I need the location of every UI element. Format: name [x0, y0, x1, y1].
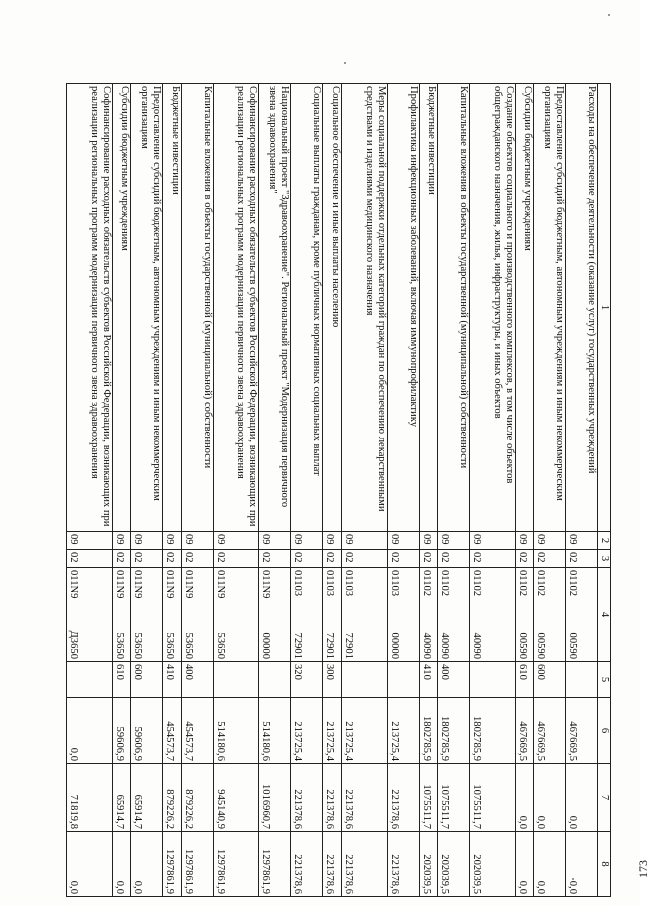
column-number-6: 6 [598, 698, 611, 764]
row-name: Субсидии бюджетным учреждениям [515, 84, 533, 532]
target-article-code [259, 568, 291, 662]
expense-type-code: 610 [515, 662, 533, 698]
direction-code: 00590 [534, 632, 546, 659]
column-number-3: 3 [598, 550, 611, 568]
amount-col-8: 221378,6 [341, 832, 387, 897]
program-code: 01102 [566, 570, 578, 597]
section-code: 09 [533, 532, 565, 550]
direction-code: 40090 [470, 632, 482, 659]
amount-col-8: 0,0 [565, 832, 597, 897]
direction-code: 40090 [438, 632, 450, 659]
section-code: 09 [469, 532, 515, 550]
amount-col-6: 213725,4 [387, 698, 419, 764]
amount-col-7: 1016960,7 [259, 764, 291, 832]
section-code: 09 [515, 532, 533, 550]
amount-col-6: 1802785,9 [469, 698, 515, 764]
amount-col-6: 514180,6 [213, 698, 259, 764]
target-article-code [515, 568, 533, 662]
amount-col-7: 0,0 [565, 764, 597, 832]
amount-col-7: 1075511,7 [437, 764, 469, 832]
section-code: 09 [259, 532, 291, 550]
section-code: 09 [213, 532, 259, 550]
amount-col-6: 467669,5 [515, 698, 533, 764]
row-name: Расходы на обеспечение деятельности (оказание услуг) государственных учреждений [565, 84, 597, 532]
row-name: Софинансирование расходных обязательств субъектов Российской Федерации, возникающих при реализации региональных программ модернизации первичного звена здравоохранения [67, 84, 113, 532]
subsection-code: 02 [163, 550, 181, 568]
subsection-code: 02 [419, 550, 437, 568]
amount-col-8: 202039,5 [469, 832, 515, 897]
direction-code: 72901 [292, 632, 304, 659]
section-code: 09 [67, 532, 113, 550]
direction-code: 53650 [164, 632, 176, 659]
budget-table [66, 83, 611, 897]
subsection-code: 02 [291, 550, 323, 568]
program-code: 011N9 [68, 570, 79, 599]
expense-type-code [341, 662, 387, 698]
amount-col-7: 65914,7 [112, 764, 130, 832]
table-row [112, 84, 130, 897]
amount-col-7: 945140,9 [213, 764, 259, 832]
amount-col-6: 213725,4 [323, 698, 341, 764]
program-code: 011N9 [113, 570, 125, 599]
row-name: Бюджетные инвестиции [163, 84, 181, 532]
subsection-code: 02 [67, 550, 113, 568]
table-row [259, 84, 291, 897]
target-article-code [419, 568, 437, 662]
amount-col-8: 221378,6 [323, 832, 341, 897]
amount-col-7: 221378,6 [341, 764, 387, 832]
program-code: 011N9 [164, 570, 176, 599]
amount-col-8: 0,0 [112, 832, 130, 897]
subsection-code: 02 [341, 550, 387, 568]
program-code: 01103 [388, 570, 400, 597]
expense-type-code: 610 [112, 662, 130, 698]
amount-col-6: 59606,9 [131, 698, 163, 764]
target-article-code [112, 568, 130, 662]
subsection-code: 02 [515, 550, 533, 568]
row-name: Капитальные вложения в объекты государственной (муниципальной) собственности [437, 84, 469, 532]
direction-code: 72901 [324, 632, 336, 659]
table-row [131, 84, 163, 897]
expense-type-code: 400 [437, 662, 469, 698]
expense-type-code [67, 662, 113, 698]
column-number-row [598, 84, 611, 897]
target-article-code [323, 568, 341, 662]
expense-type-code [259, 662, 291, 698]
section-code: 09 [112, 532, 130, 550]
subsection-code: 02 [437, 550, 469, 568]
row-name: Капитальные вложения в объекты государственной (муниципальной) собственности [181, 84, 213, 532]
subsection-code: 02 [323, 550, 341, 568]
row-name: Меры социальной поддержки отдельных категорий граждан по обеспечению лекарственными средствами и изделиями медицинского назначения [341, 84, 387, 532]
section-code: 09 [181, 532, 213, 550]
amount-col-6: 0,0 [67, 698, 113, 764]
direction-code: 53650 [113, 632, 125, 659]
target-article-code [533, 568, 565, 662]
target-article-code [163, 568, 181, 662]
expense-type-code: 400 [181, 662, 213, 698]
amount-col-7: 65914,7 [131, 764, 163, 832]
table-row [437, 84, 469, 897]
row-name: Предоставление субсидий бюджетным, автономным учреждениям и иным некоммерческим организациям [533, 84, 565, 532]
row-name: Софинансирование расходных обязательств субъектов Российской Федерации, возникающих при реализации региональных программ модернизации первичного звена здравоохранения [213, 84, 259, 532]
subsection-code: 02 [213, 550, 259, 568]
amount-col-6: 467669,5 [565, 698, 597, 764]
amount-col-7: 221378,6 [323, 764, 341, 832]
expense-type-code: 600 [533, 662, 565, 698]
subsection-code: 02 [533, 550, 565, 568]
amount-col-8: 1297861,9 [259, 832, 291, 897]
expense-type-code: 410 [419, 662, 437, 698]
target-article-code [67, 568, 113, 662]
amount-col-7: 221378,6 [387, 764, 419, 832]
subsection-code: 02 [469, 550, 515, 568]
program-code: 01102 [438, 570, 450, 597]
amount-col-8: 1297861,9 [163, 832, 181, 897]
amount-col-8: 0,0 [533, 832, 565, 897]
amount-col-7: 221378,6 [291, 764, 323, 832]
target-article-code [341, 568, 387, 662]
column-number-1: 1 [598, 84, 611, 532]
row-name: Субсидии бюджетным учреждениям [112, 84, 130, 532]
table-row [565, 84, 597, 897]
subsection-code: 02 [131, 550, 163, 568]
table-row [67, 84, 113, 897]
amount-col-6: 1802785,9 [419, 698, 437, 764]
program-code: 01103 [342, 570, 354, 597]
amount-col-6: 454573,7 [163, 698, 181, 764]
amount-col-7: 1075511,7 [419, 764, 437, 832]
scan-speck [344, 62, 346, 64]
expense-type-code [469, 662, 515, 698]
section-code: 09 [323, 532, 341, 550]
amount-col-8: 202039,5 [419, 832, 437, 897]
direction-code: 53650 [182, 632, 194, 659]
column-number-5: 5 [598, 662, 611, 698]
program-code: 01102 [534, 570, 546, 597]
column-number-2: 2 [598, 532, 611, 550]
subsection-code: 02 [112, 550, 130, 568]
table-row [469, 84, 515, 897]
target-article-code [291, 568, 323, 662]
row-name: Предоставление субсидий бюджетным, автономным учреждениям и иным некоммерческим организациям [131, 84, 163, 532]
row-name: Социальные выплаты гражданам, кроме публичных нормативных социальных выплат [291, 84, 323, 532]
direction-code: 72901 [342, 632, 354, 659]
expense-type-code [213, 662, 259, 698]
direction-code: 00000 [388, 632, 400, 659]
table-body [67, 84, 598, 897]
program-code: 011N9 [182, 570, 194, 599]
section-code: 09 [565, 532, 597, 550]
amount-col-8: 202039,5 [437, 832, 469, 897]
target-article-code [565, 568, 597, 662]
amount-col-8: 1297861,9 [181, 832, 213, 897]
section-code: 09 [437, 532, 469, 550]
program-code: 01103 [292, 570, 304, 597]
subsection-code: 02 [387, 550, 419, 568]
amount-col-7: 879226,2 [181, 764, 213, 832]
amount-col-8: 1297861,9 [213, 832, 259, 897]
program-code: 01103 [324, 570, 336, 597]
table-row [163, 84, 181, 897]
target-article-code [131, 568, 163, 662]
amount-col-7: 71819,8 [67, 764, 113, 832]
amount-col-7: 0,0 [533, 764, 565, 832]
expense-type-code: 410 [163, 662, 181, 698]
direction-code: 00000 [260, 632, 272, 659]
row-name: Профилактика инфекционных заболеваний, включая иммунопрофилактику [387, 84, 419, 532]
table-row [533, 84, 565, 897]
section-code: 09 [419, 532, 437, 550]
target-article-code [213, 568, 259, 662]
direction-code: 00590 [516, 632, 528, 659]
amount-col-8: 221378,6 [387, 832, 419, 897]
row-name: Социальное обеспечение и иные выплаты населению [323, 84, 341, 532]
amount-col-6: 59606,9 [112, 698, 130, 764]
amount-col-8: 221378,6 [291, 832, 323, 897]
row-name: Создание объектов социального и производственного комплексов, в том числе объектов общегражданского назначения, жилья, инфраструктуры, и иных объектов [469, 84, 515, 532]
target-article-code [387, 568, 419, 662]
program-code: 011N9 [132, 570, 144, 599]
section-code: 09 [163, 532, 181, 550]
subsection-code: 02 [259, 550, 291, 568]
amount-col-6: 514180,6 [259, 698, 291, 764]
amount-col-6: 213725,4 [291, 698, 323, 764]
section-code: 09 [291, 532, 323, 550]
page-number: 173 [636, 860, 650, 878]
program-code: 011N9 [260, 570, 272, 599]
table-row [323, 84, 341, 897]
program-code: 01102 [516, 570, 528, 597]
section-code: 09 [341, 532, 387, 550]
program-code: 01102 [470, 570, 482, 597]
table-row [291, 84, 323, 897]
program-code: 011N9 [214, 570, 226, 599]
direction-code: 53650 [132, 632, 144, 659]
expense-type-code [387, 662, 419, 698]
table-row [419, 84, 437, 897]
amount-col-6: 467669,5 [533, 698, 565, 764]
amount-col-8: 0,0 [515, 832, 533, 897]
amount-col-6: 1802785,9 [437, 698, 469, 764]
table-row [213, 84, 259, 897]
amount-col-7: 1075511,7 [469, 764, 515, 832]
table-row [515, 84, 533, 897]
direction-code: 00590 [566, 632, 578, 659]
row-name: Национальный проект "Здравоохранение". Региональный проект "Модернизация первичного звена здравоохранения" [259, 84, 291, 532]
subsection-code: 02 [565, 550, 597, 568]
table-row [341, 84, 387, 897]
expense-type-code: 300 [323, 662, 341, 698]
amount-col-7: 0,0 [515, 764, 533, 832]
section-code: 09 [131, 532, 163, 550]
target-article-code [181, 568, 213, 662]
table-row [387, 84, 419, 897]
rotated-budget-table [66, 83, 650, 896]
direction-code: Д3650 [68, 630, 79, 659]
column-number-8: 8 [598, 832, 611, 897]
amount-col-8: 0,0 [67, 832, 113, 897]
table-row [181, 84, 213, 897]
amount-col-6: 213725,4 [341, 698, 387, 764]
row-name: Бюджетные инвестиции [419, 84, 437, 532]
subsection-code: 02 [181, 550, 213, 568]
column-number-4: 4 [598, 568, 611, 662]
target-article-code [437, 568, 469, 662]
amount-col-7: 879226,2 [163, 764, 181, 832]
amount-col-6: 454573,7 [181, 698, 213, 764]
expense-type-code: 320 [291, 662, 323, 698]
direction-code: 40090 [420, 632, 432, 659]
scan-speck [608, 14, 610, 16]
direction-code: 53650 [214, 632, 226, 659]
expense-type-code [565, 662, 597, 698]
section-code: 09 [387, 532, 419, 550]
column-number-7: 7 [598, 764, 611, 832]
amount-col-8: 0,0 [131, 832, 163, 897]
program-code: 01102 [420, 570, 432, 597]
target-article-code [469, 568, 515, 662]
expense-type-code: 600 [131, 662, 163, 698]
